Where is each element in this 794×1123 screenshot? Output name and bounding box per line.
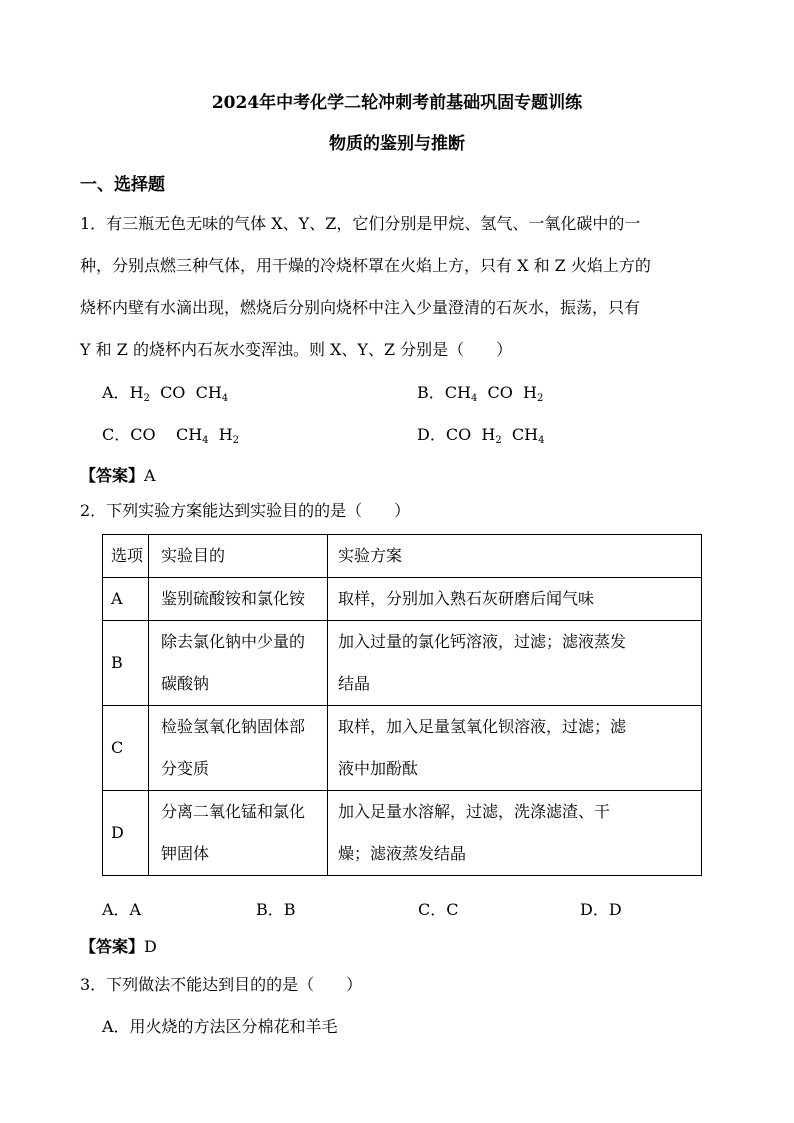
q3-stem: 3．下列做法不能达到目的的是（ ） (80, 975, 363, 994)
table-cell-option: B (103, 621, 149, 706)
q1-line-2: 种，分别点燃三种气体，用干燥的冷烧杯罩在火焰上方，只有 X 和 Z 火焰上方的 (80, 256, 651, 275)
table-cell-plan: 加入足量水溶解，过滤，洗涤滤渣、干 燥；滤液蒸发结晶 (328, 791, 702, 876)
table-header-row (103, 535, 702, 578)
q1-option-d: D．CO $H_2$ $CH_4$ (417, 425, 545, 446)
table-cell-plan: 取样，加入足量氢氧化钡溶液，过滤；滤 液中加酚酞 (328, 706, 702, 791)
q3-option-a: A．用火烧的方法区分棉花和羊毛 (102, 1017, 338, 1036)
q2-option-d: D．D (580, 900, 622, 919)
table-cell-plan: 取样，分别加入熟石灰研磨后闻气味 (328, 578, 702, 621)
table-cell-purpose: 分离二氧化锰和氯化 钾固体 (149, 791, 328, 876)
table-row (103, 621, 702, 706)
table-row (103, 578, 702, 621)
q1-line-3: 烧杯内壁有水滴出现，燃烧后分别向烧杯中注入少量澄清的石灰水，振荡，只有 (80, 298, 641, 317)
table-cell-option: C (103, 706, 149, 791)
q2-answer: 【答案】D (80, 937, 157, 956)
experiment-table (102, 534, 702, 876)
table-cell-option: A (103, 578, 149, 621)
table-row (103, 706, 702, 791)
q1-answer: 【答案】A (80, 466, 156, 485)
table-header-option: 选项 (103, 535, 149, 578)
table-cell-purpose: 除去氯化钠中少量的 碳酸钠 (149, 621, 328, 706)
q1-option-c: C．CO $CH_4$ $H_2$ (102, 425, 240, 446)
document-subtitle: 物质的鉴别与推断 (329, 134, 465, 154)
table-cell-purpose: 检验氢氧化钠固体部 分变质 (149, 706, 328, 791)
q1-line-4: Y 和 Z 的烧杯内石灰水变浑浊。则 X、Y、Z 分别是（ ） (80, 340, 513, 359)
q1-option-b: B．$CH_4$ CO $H_2$ (417, 383, 544, 404)
q2-stem: 2．下列实验方案能达到实验目的的是（ ） (80, 501, 411, 520)
table-cell-purpose: 鉴别硫酸铵和氯化铵 (149, 578, 328, 621)
q2-option-c: C．C (418, 900, 459, 919)
document-title: 2024年中考化学二轮冲刺考前基础巩固专题训练 (211, 93, 583, 113)
table-cell-option: D (103, 791, 149, 876)
q2-option-b: B．B (256, 900, 296, 919)
table-header-plan: 实验方案 (328, 535, 702, 578)
table-row (103, 791, 702, 876)
q2-option-a: A．A (102, 900, 142, 919)
table-header-purpose: 实验目的 (149, 535, 328, 578)
q1-option-a: A．$H_2$ CO $CH_4$ (102, 383, 229, 404)
q1-line-1: 1．有三瓶无色无味的气体 X、Y、Z，它们分别是甲烷、氢气、一氧化碳中的一 (80, 214, 641, 233)
section-heading: 一、选择题 (80, 175, 165, 195)
table-cell-plan: 加入过量的氯化钙溶液，过滤；滤液蒸发 结晶 (328, 621, 702, 706)
